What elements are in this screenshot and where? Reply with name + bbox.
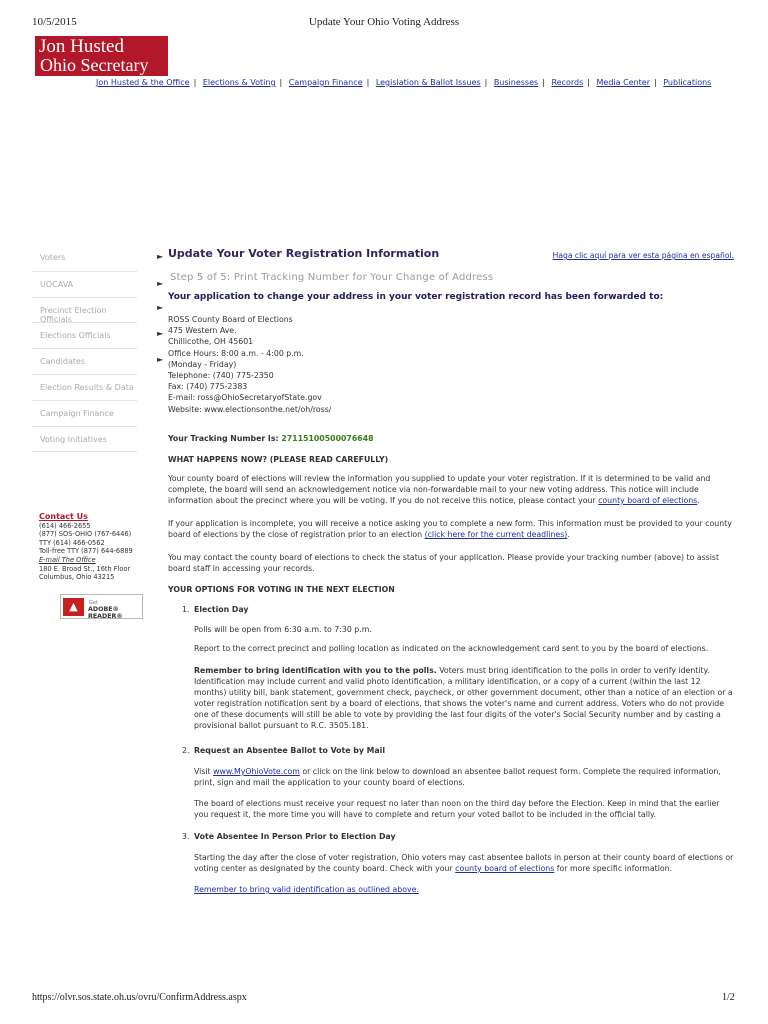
spanish-link[interactable]: Haga clic aquí para ver esta página en español. bbox=[552, 251, 734, 260]
board-name: ROSS County Board of Elections bbox=[168, 315, 293, 324]
sidebar-item-voting-initiatives[interactable]: Voting Initiatives bbox=[32, 427, 137, 453]
board-city: Chillicothe, OH 45601 bbox=[168, 337, 254, 347]
sidebar-item-voters[interactable]: Voters bbox=[32, 246, 137, 272]
valid-id-link[interactable]: Remember to bring valid identification as outlined above. bbox=[194, 885, 419, 894]
contact-title[interactable]: Contact Us bbox=[39, 512, 88, 521]
tracking-label: Your Tracking Number Is: bbox=[168, 434, 279, 443]
nav-campaign-finance[interactable]: Campaign Finance bbox=[288, 78, 363, 87]
tracking-number: 27115100500076648 bbox=[281, 434, 374, 443]
forwarded-heading: Your application to change your address in your voter registration record has been forwarded to: bbox=[168, 292, 664, 302]
contact-phone: (877) SOS-OHIO (767-6446) bbox=[39, 530, 132, 539]
board-days: (Monday - Friday) bbox=[168, 359, 237, 369]
print-url: https://olvr.sos.state.oh.us/ovru/ConfirmAddress.aspx bbox=[32, 992, 247, 1003]
adobe-reader-label: ADOBE® READER® bbox=[88, 606, 123, 620]
deadlines-link[interactable]: (click here for the current deadlines) bbox=[424, 530, 568, 539]
status-paragraph: You may contact the county board of elections to check the status of your application. Please provide your tracking number (above) to assist board staff in accessing your records. bbox=[168, 553, 720, 573]
contact-phone: (614) 466-2655 bbox=[39, 521, 91, 530]
absentee-deadline-info: The board of elections must receive your request no later than noon on the third day before the Election. Keep in mind that the earlier you request it, the more time you will have to complete and return your voted ballot to be included in the official tally. bbox=[194, 799, 720, 819]
arrow-right-icon: ► bbox=[157, 355, 164, 364]
board-website: Website: www.electionsonthe.net/oh/ross/ bbox=[168, 404, 332, 414]
board-fax: Fax: (740) 775-2383 bbox=[168, 382, 248, 392]
tracking-number-row bbox=[168, 433, 374, 444]
site-logo[interactable] bbox=[35, 36, 168, 76]
nav-media-center[interactable]: Media Center bbox=[596, 78, 650, 87]
print-date: 10/5/2015 bbox=[32, 16, 77, 28]
board-address bbox=[168, 314, 331, 415]
sidebar-item-elections-officials[interactable]: Elections Officials bbox=[32, 323, 137, 349]
board-telephone: Telephone: (740) 775-2350 bbox=[168, 371, 274, 381]
nav-publications[interactable]: Publications bbox=[663, 78, 712, 87]
arrow-right-icon: ► bbox=[157, 329, 164, 338]
arrow-right-icon: ► bbox=[157, 252, 164, 261]
logo-line-1: Jon Husted bbox=[39, 36, 124, 57]
contact-address: 180 E. Broad St., 16th Floor bbox=[39, 564, 131, 573]
contact-tty: TTY (614) 466-0562 bbox=[39, 538, 105, 547]
adobe-get-label: Get bbox=[89, 600, 98, 606]
step-indicator: Step 5 of 5: Print Tracking Number for Your Change of Address bbox=[170, 272, 494, 283]
nav-businesses[interactable]: Businesses bbox=[493, 78, 539, 87]
list-number: 1. bbox=[182, 605, 190, 614]
nav-records[interactable]: Records bbox=[551, 78, 584, 87]
county-board-link[interactable]: county board of elections bbox=[598, 496, 698, 505]
incomplete-paragraph: If your application is incomplete, you will receive a notice asking you to complete a new form. This information must be provided to your county board of elections by the close of registration prior to an election (click here for the current deadlines). bbox=[168, 519, 732, 539]
top-navigation: Jon Husted & the Office | Elections & Voting | Campaign Finance | Legislation & Ballot Issues | Businesses | Records | Media Center | Publications bbox=[96, 78, 712, 87]
board-email: E-mail: ross@OhioSecretaryofState.gov bbox=[168, 393, 322, 403]
option-title-absentee-in-person: Vote Absentee In Person Prior to Election Day bbox=[194, 832, 396, 841]
options-heading: YOUR OPTIONS FOR VOTING IN THE NEXT ELECTION bbox=[168, 585, 395, 594]
myohiovote-link[interactable]: www.MyOhioVote.com bbox=[213, 767, 300, 776]
arrow-right-icon: ► bbox=[157, 303, 164, 312]
id-requirements: Remember to bring identification with you to the polls. Voters must bring identification to the polls in order to verify identity. Identification may include current and valid photo identification, a military identification, or a copy of a current (within the last 12 months) utility bill, bank statement, government check, paycheck, or other government document, other than a notice of an election or a voter registration notification sent by a board of elections, that shows the voter's name and current address. Voters who do not provide one of these documents will still be able to vote by providing the last four digits of the voter's Social Security number and by casting a provisional ballot pursuant to R.C. 3505.181. bbox=[194, 666, 733, 730]
sidebar-item-results-data[interactable]: Election Results & Data bbox=[32, 375, 137, 401]
get-adobe-reader-button[interactable] bbox=[60, 594, 143, 619]
arrow-right-icon: ► bbox=[157, 279, 164, 288]
nav-office[interactable]: Jon Husted & the Office bbox=[96, 78, 190, 87]
contact-block bbox=[39, 513, 133, 582]
sidebar-item-precinct-officials[interactable]: Precinct Election Officials bbox=[32, 298, 137, 324]
sidebar-item-campaign-finance[interactable]: Campaign Finance bbox=[32, 401, 137, 427]
page-title: Update Your Voter Registration Information bbox=[168, 247, 440, 260]
adobe-logo-icon: ▲ bbox=[63, 598, 84, 616]
county-board-link-2[interactable]: county board of elections bbox=[455, 864, 555, 873]
nav-legislation[interactable]: Legislation & Ballot Issues bbox=[375, 78, 481, 87]
review-paragraph: Your county board of elections will review the information you supplied to update your voter registration. If it is determined to be valid and complete, the board will send an acknowledgement notice via non-forwardable mail to your new voting address. This notice will include information about the precinct where you will be voting. If you do not receive this notice, please contact your county board of elections. bbox=[168, 474, 711, 505]
print-page-number: 1/2 bbox=[722, 992, 735, 1003]
option-title-absentee-mail: Request an Absentee Ballot to Vote by Mail bbox=[194, 746, 386, 755]
list-number: 2. bbox=[182, 746, 190, 755]
print-title: Update Your Ohio Voting Address bbox=[308, 16, 460, 28]
what-happens-heading: WHAT HAPPENS NOW? (PLEASE READ CAREFULLY) bbox=[168, 455, 389, 464]
absentee-in-person-info: Starting the day after the close of voter registration, Ohio voters may cast absentee ballots in person at their county board of elections or voting center as designated by the county board. Check with your county board of elections for more specific information. bbox=[194, 853, 734, 873]
email-office-link[interactable]: E-mail The Office bbox=[39, 555, 96, 564]
polls-hours: Polls will be open from 6:30 a.m. to 7:30 p.m. bbox=[194, 625, 372, 634]
sidebar-item-candidates[interactable]: Candidates bbox=[32, 349, 137, 375]
report-precinct: Report to the correct precinct and polling location as indicated on the acknowledgement card sent to you by the board of elections. bbox=[194, 644, 709, 653]
nav-elections-voting[interactable]: Elections & Voting bbox=[202, 78, 276, 87]
list-number: 3. bbox=[182, 832, 190, 841]
logo-line-2: Ohio Secretary bbox=[40, 55, 149, 75]
absentee-mail-info: Visit www.MyOhioVote.com or click on the link below to download an absentee ballot request form. Complete the required information, print, sign and mail the application to your county board of elections. bbox=[194, 767, 721, 787]
board-street: 475 Western Ave. bbox=[168, 326, 237, 336]
contact-tty-tollfree: Toll-free TTY (877) 644-6889 bbox=[39, 547, 133, 556]
sidebar-item-uocava[interactable]: UOCAVA bbox=[32, 272, 137, 298]
board-hours: Office Hours: 8:00 a.m. - 4:00 p.m. bbox=[168, 348, 304, 358]
option-title-election-day: Election Day bbox=[194, 605, 249, 614]
contact-address: Columbus, Ohio 43215 bbox=[39, 573, 115, 582]
sidebar bbox=[32, 246, 137, 452]
